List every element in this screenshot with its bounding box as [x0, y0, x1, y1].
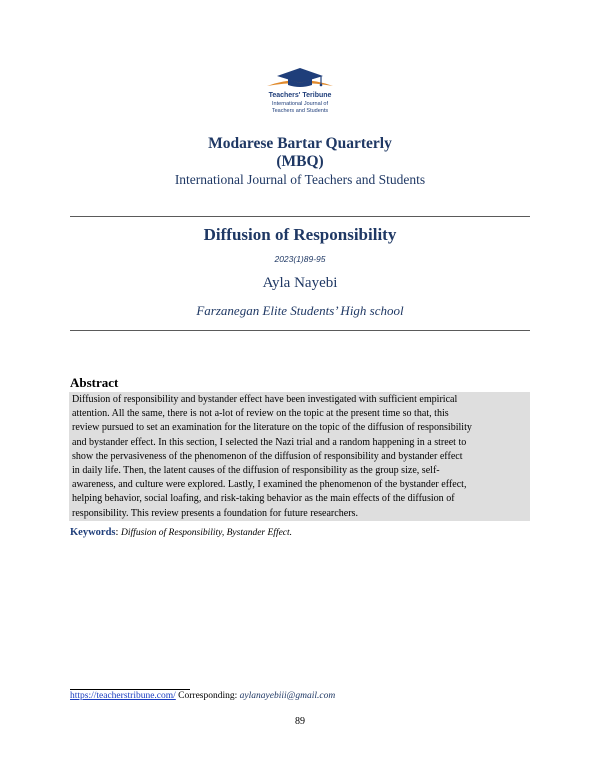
logo-line2: International Journal of	[272, 101, 328, 107]
abstract-line: attention. All the same, there is not a-lot of review on the topic at the present time so that, this	[72, 408, 449, 420]
keywords	[70, 527, 292, 538]
journal-website-link[interactable]: https://teacherstribune.com/	[70, 691, 176, 701]
author-affiliation: Farzanegan Elite Students’ High school	[196, 303, 404, 318]
page-number: 89	[295, 716, 305, 727]
footnote	[70, 691, 335, 701]
keywords-label: Keywords	[70, 527, 116, 538]
abstract-line: awareness, and culture were explored. Lastly, I examined the phenomenon of the bystander effect,	[72, 479, 467, 491]
title-divider	[70, 330, 530, 331]
paper-title: Diffusion of Responsibility	[203, 225, 397, 244]
abstract-line: Diffusion of responsibility and bystander effect have been investigated with sufficient empirical	[72, 394, 458, 405]
keywords-colon: :	[115, 527, 119, 538]
abstract-line: responsibility. This review presents a foundation for future researchers.	[72, 507, 358, 519]
abstract-line: show the pervasiveness of the phenomenon of the diffusion of responsibility and bystander effect	[72, 450, 463, 462]
logo-line3: Teachers and Students	[271, 108, 329, 114]
paper-citation-id: 2023(1)89-95	[274, 254, 326, 264]
abstract-line: and bystander effect. In this section, I selected the Nazi trial and a random happening in a street to	[72, 436, 467, 448]
abstract-line: in daily life. Then, the latent causes of the diffusion of responsibility as the group size, self-	[72, 465, 440, 477]
graduation-cap-icon	[255, 66, 345, 92]
journal-title: Modarese Bartar Quarterly	[208, 135, 392, 152]
logo-name: Teachers' Teribune	[268, 92, 332, 99]
corresponding-email: aylanayebiii@gmail.com	[239, 691, 336, 701]
header-divider	[70, 216, 530, 217]
author-name: Ayla Nayebi	[262, 275, 338, 291]
journal-abbrev: (MBQ)	[276, 153, 324, 170]
journal-logo	[255, 66, 345, 122]
footnote-divider	[70, 689, 190, 690]
corresponding-label: Corresponding:	[178, 691, 238, 701]
abstract-heading: Abstract	[70, 375, 119, 390]
keywords-value: Diffusion of Responsibility, Bystander Effect.	[121, 528, 293, 538]
abstract-body	[72, 393, 527, 521]
abstract-line: review pursued to set an examination for the literature on the topic of the diffusion of responsibility	[72, 422, 472, 434]
abstract-line: helping behavior, social loafing, and risk-taking behavior as the main effects of the diffusion of	[72, 493, 455, 505]
journal-subtitle: International Journal of Teachers and Students	[174, 172, 426, 187]
